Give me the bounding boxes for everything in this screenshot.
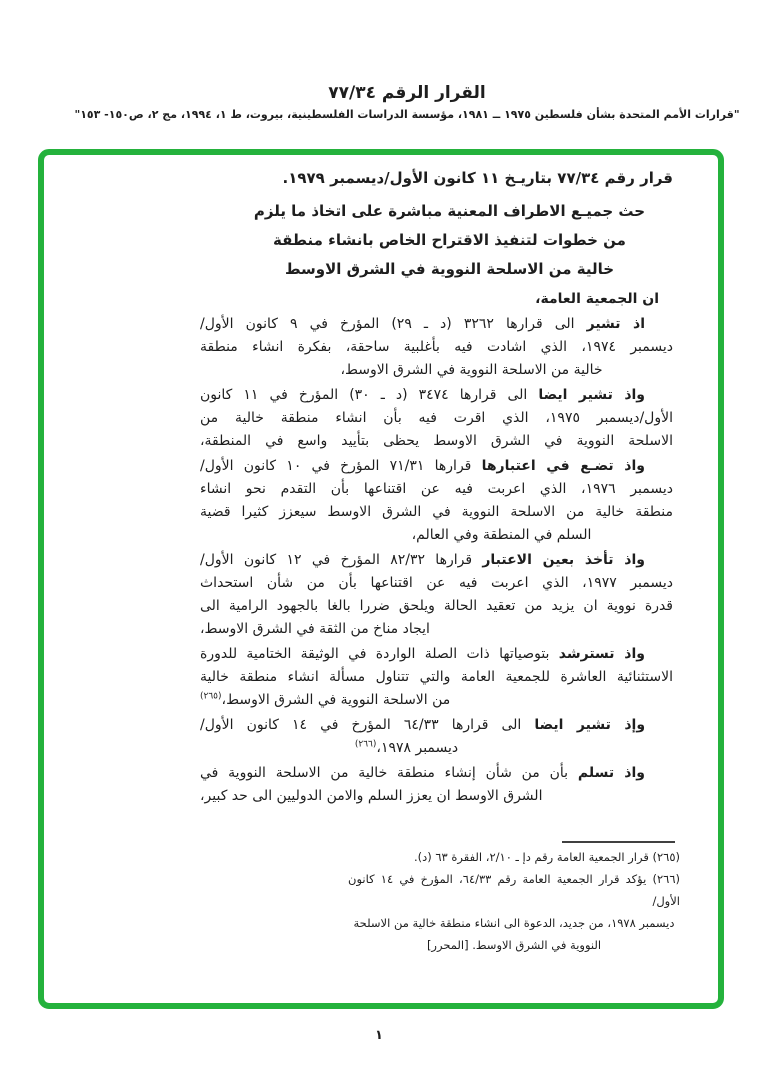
body-line: واذ تسلم بأن من شأن إنشاء منطقة خالية من الاسلحة النووية في <box>200 765 645 781</box>
page-number: ١ <box>375 1028 383 1043</box>
footnote-line: (٢٦٥) قرار الجمعية العامة رقم دإ ـ ٢/١٠، الفقرة ٦٣ (د). <box>413 850 680 864</box>
body-line: الاسلحة النووية في الشرق الاوسط يحظى بتأييد واسع في المنطقة، <box>200 433 673 449</box>
body-line: واذ تأخذ بعين الاعتبار قرارها ٨٢/٣٢ المؤرخ في ١٢ كانون الأول/ <box>200 552 645 568</box>
body-line: الاستثنائية العاشرة للجمعية العامة والتي تتناول مسألة انشاء منطقة خالية <box>200 669 673 685</box>
footnote-separator-rule <box>562 841 675 843</box>
body-line: خالية من الاسلحة النووية في الشرق الاوسط، <box>340 362 603 378</box>
body-line: ديسمبر ١٩٧٨،$^{(٢٦٦)}$ <box>354 739 459 756</box>
resolution-text-column <box>200 164 673 808</box>
resolution-body <box>200 288 673 808</box>
body-line: واذ تضـع في اعتبارها قرارها ٧١/٣١ المؤرخ في ١٠ كانون الأول/ <box>200 458 645 474</box>
body-line: واذ تسترشد بتوصياتها ذات الصلة الواردة في الوثيقة الختامية للدورة <box>200 646 645 662</box>
body-line: واذ تشير ايضا الى قرارها ٣٤٧٤ (د ـ ٣٠) المؤرخ في ١١ كانون <box>200 387 646 403</box>
body-line: ديسمبر ١٩٧٤، الذي اشادت فيه بأغلبية ساحقة، بفكرة انشاء منطقة <box>200 339 673 355</box>
heading-line-3: من خطوات لتنفيذ الاقتراح الخاص بانشاء منطقة <box>273 231 626 249</box>
document-header <box>56 82 758 122</box>
body-line: ديسمبر ١٩٧٧، الذي اعربت فيه عن اقتناعها بأن من شأن استحداث <box>200 575 673 591</box>
footnote-line: (٢٦٦) يؤكد قرار الجمعية العامة رقم ٦٤/٣٣، المؤرخ في ١٤ كانون الأول/ <box>348 872 680 908</box>
body-line: منطقة خالية من الاسلحة النووية في الشرق الاوسط سيعزز كثيرا قضية <box>200 504 673 520</box>
body-line: قدرة نووية ان يزيد من تعقيد الحالة ويلحق ضررا بالغا بالجهود الرامية الى <box>200 598 673 614</box>
heading-line-1: قرار رقم ٧٧/٣٤ بتاريـخ ١١ كانون الأول/ديسمبر ١٩٧٩. <box>282 169 673 187</box>
body-line: من الاسلحة النووية في الشرق الاوسط،$^{(٢٦٥)}$ <box>200 691 451 708</box>
footnote-marker-265: (٢٦٥) <box>200 691 222 702</box>
resolution-heading <box>200 164 673 284</box>
body-line: ديسمبر ١٩٧٦، الذي اعربت فيه عن اقتناعها بأن التقدم نحو انشاء <box>200 481 673 497</box>
footnote-marker-266: (٢٦٦) <box>354 739 377 750</box>
heading-line-4: خالية من الاسلحة النووية في الشرق الاوسط <box>284 260 615 278</box>
footnote-line: النووية في الشرق الاوسط. [المحرر] <box>426 938 602 952</box>
body-line: اذ تشير الى قرارها ٣٢٦٢ (د ـ ٢٩) المؤرخ في ٩ كانون الأول/ <box>200 316 646 332</box>
body-line: السلم في المنطقة وفي العالم، <box>411 527 592 543</box>
body-line: الشرق الاوسط ان يعزز السلم والامن الدوليين الى حد كبير، <box>200 788 543 804</box>
source-citation: "قرارات الأمم المتحدة بشأن فلسطين ١٩٧٥ ــ ١٩٨١، مؤسسة الدراسات الفلسطينية، بيروت، ط ١، ١٩٩٤، مج ٢، ص١٥٠- ١٥٣" <box>74 108 740 121</box>
footnote-line: ديسمبر ١٩٧٨، من جديد، الدعوة الى انشاء منطقة خالية من الاسلحة <box>353 916 675 930</box>
body-line: الأول/ديسمبر ١٩٧٥، الذي اقرت فيه بأن انشاء منطقة خالية من <box>200 410 673 426</box>
footnotes <box>348 846 680 956</box>
body-line: ايجاد مناخ من الثقة في الشرق الاوسط، <box>200 621 430 637</box>
page-title: القرار الرقم ٧٧/٣٤ <box>328 83 486 103</box>
heading-line-2: حث جميـع الاطراف المعنية مباشرة على اتخاذ ما يلزم <box>253 202 646 220</box>
body-line: ان الجمعية العامة، <box>535 291 659 307</box>
resolution-annotation-box <box>38 149 724 1009</box>
body-line: وإذ تشير ايضا الى قرارها ٦٤/٣٣ المؤرخ في ١٤ كانون الأول/ <box>200 717 646 733</box>
